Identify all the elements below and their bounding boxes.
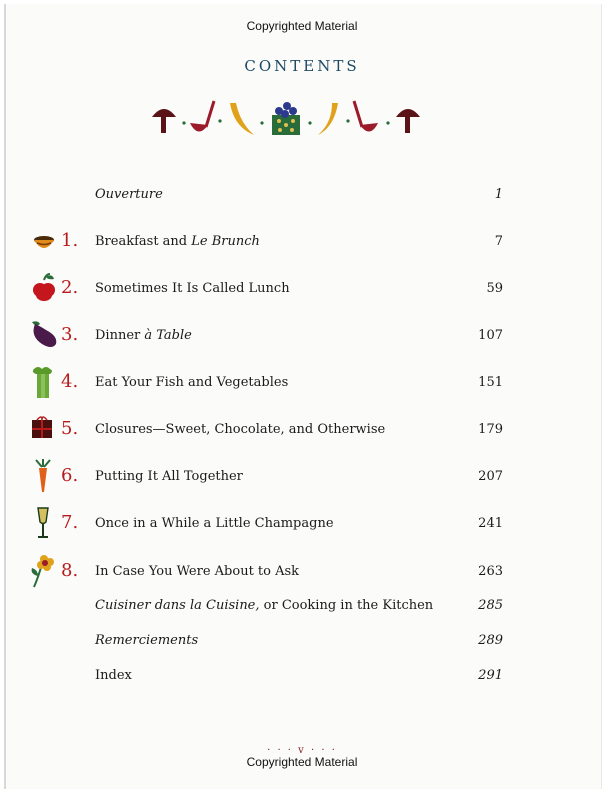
- chapter-number: 6.: [61, 465, 79, 486]
- page-folio: · · · v · · ·: [267, 745, 337, 756]
- toc-page-number: 59: [486, 281, 503, 296]
- chapter-number: 3.: [61, 324, 79, 345]
- carrot-icon: [28, 459, 58, 493]
- ladle-icon: [354, 101, 378, 132]
- decorative-ornament: [150, 97, 422, 147]
- toc-entry-chapter-7[interactable]: [0, 512, 604, 538]
- toc-entry-chapter-5[interactable]: [0, 418, 604, 444]
- mushroom-icon: [152, 109, 176, 133]
- toc-entry-label: Once in a While a Little Champagne: [95, 516, 334, 531]
- toc-page-number: 1: [494, 187, 503, 202]
- berry-basket-icon: [272, 102, 300, 135]
- toc-page-number: 289: [478, 633, 503, 648]
- dot-separator: [308, 121, 311, 124]
- toc-page-number: 7: [494, 234, 503, 249]
- toc-page-number: 263: [478, 564, 503, 579]
- toc-entry-label: Putting It All Together: [95, 469, 243, 484]
- toc-page-number: 151: [478, 375, 503, 390]
- apple-icon: [28, 271, 58, 305]
- banana-icon: [230, 103, 254, 135]
- chapter-number: 1.: [61, 230, 79, 251]
- copyright-notice-bottom: Copyrighted Material: [246, 755, 358, 769]
- toc-page-number: 241: [478, 516, 503, 531]
- toc-entry-chapter-8[interactable]: [0, 560, 604, 586]
- champagne-flute-icon: [28, 506, 58, 540]
- toc-entry-remerciements[interactable]: [0, 633, 604, 655]
- toc-page-number: 179: [478, 422, 503, 437]
- toc-entry-label: Sometimes It Is Called Lunch: [95, 281, 290, 296]
- toc-entry-label: Index: [95, 668, 132, 683]
- bowl-icon: [28, 224, 58, 258]
- toc-entry-index[interactable]: [0, 668, 604, 690]
- chocolate-box-icon: [28, 412, 58, 446]
- toc-entry-label: Remerciements: [95, 633, 199, 648]
- toc-page-number: 285: [478, 598, 503, 613]
- banana-icon: [318, 103, 338, 135]
- toc-entry-label: Eat Your Fish and Vegetables: [95, 375, 289, 390]
- chapter-number: 8.: [61, 560, 79, 581]
- toc-page-number: 107: [478, 328, 503, 343]
- toc-entry-label: In Case You Were About to Ask: [95, 564, 300, 579]
- toc-entry-label: Cuisiner dans la Cuisine, or Cooking in the Kitchen: [95, 598, 434, 613]
- dot-separator: [218, 119, 221, 122]
- dot-separator: [386, 121, 389, 124]
- toc-entry-label: Breakfast and Le Brunch: [95, 234, 260, 249]
- toc-entry-label: Closures—Sweet, Chocolate, and Otherwise: [95, 422, 386, 437]
- chapter-number: 4.: [61, 371, 79, 392]
- chapter-number: 5.: [61, 418, 79, 439]
- toc-page-number: 291: [478, 668, 503, 683]
- toc-page-number: 207: [478, 469, 503, 484]
- toc-entry-chapter-1[interactable]: [0, 230, 604, 256]
- dot-separator: [346, 119, 349, 122]
- ladle-icon: [190, 101, 214, 132]
- toc-entry-label: Dinner à Table: [95, 328, 192, 343]
- toc-entry-chapter-6[interactable]: [0, 465, 604, 491]
- dot-separator: [260, 121, 263, 124]
- toc-entry-label: Ouverture: [95, 187, 163, 202]
- celery-icon: [28, 365, 58, 399]
- toc-entry-chapter-4[interactable]: [0, 371, 604, 397]
- chapter-number: 7.: [61, 512, 79, 533]
- toc-entry-chapter-3[interactable]: [0, 324, 604, 350]
- toc-entry-ouverture[interactable]: [0, 187, 604, 209]
- eggplant-icon: [28, 318, 58, 352]
- mushroom-icon: [396, 109, 420, 133]
- flower-icon: [28, 554, 58, 588]
- page-title: CONTENTS: [244, 57, 360, 75]
- toc-entry-cuisiner[interactable]: [0, 598, 604, 620]
- copyright-notice-top: Copyrighted Material: [246, 19, 358, 33]
- toc-entry-chapter-2[interactable]: [0, 277, 604, 303]
- dot-separator: [182, 121, 185, 124]
- chapter-number: 2.: [61, 277, 79, 298]
